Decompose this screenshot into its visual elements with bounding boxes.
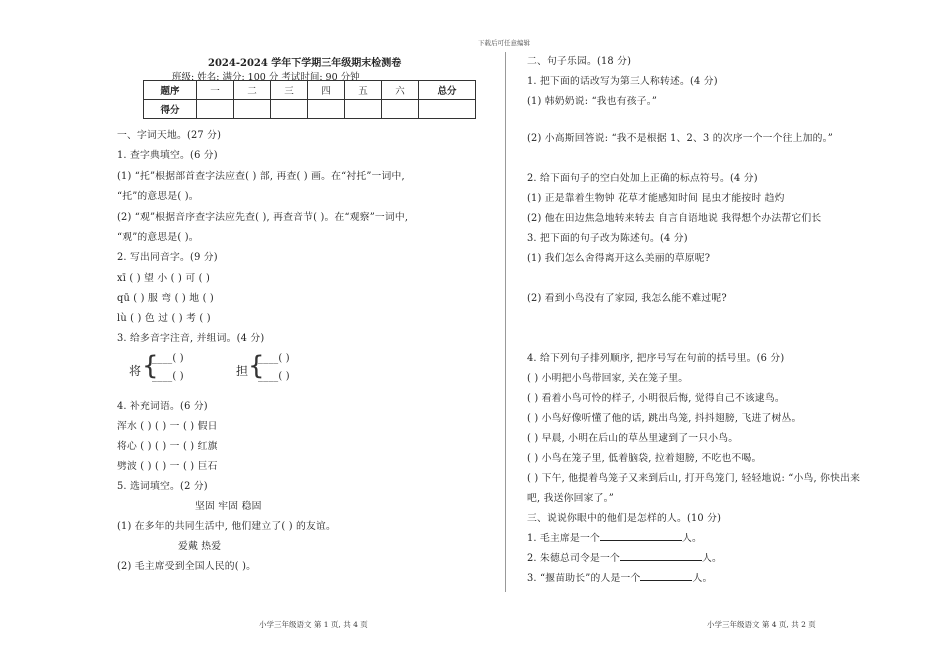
polyphone-blank[interactable]: ____( ): [152, 353, 184, 364]
score-cell: 六: [382, 81, 419, 100]
order-item: ( ) 小明把小鸟带回家, 关在笼子里。: [527, 373, 689, 384]
score-cell: 三: [271, 81, 308, 100]
order-item: ( ) 下午, 他提着鸟笼子又来到后山, 打开鸟笼门, 轻轻地说: “小鸟, 你快出来: [527, 473, 861, 484]
question-1-line: (1) “托”根据部首查字法应查( ) 部, 再查( ) 画。在“衬托”一词中,: [117, 171, 405, 182]
question-1-line: (2) “观”根据音序查字法应先查( ), 再查音节( )。在“观察”一词中,: [117, 212, 409, 223]
question-4: 4. 补充词语。(6 分): [117, 401, 208, 412]
question-r2: 2. 给下面句子的空白处加上正确的标点符号。(4 分): [527, 173, 758, 184]
score-input[interactable]: [197, 100, 234, 119]
order-item: ( ) 早晨, 小明在后山的草丛里逮到了一只小鸟。: [527, 433, 739, 444]
header-note: 下载后可任意编辑: [478, 39, 530, 47]
question-4-line: 浑水 ( ) ( ) 一 ( ) 假日: [117, 421, 218, 432]
info-line: 班级: 姓名: 满分: 100 分 考试时间: 90 分钟: [172, 72, 360, 83]
question-r1-line: (1) 韩奶奶说: “我也有孩子。”: [527, 96, 658, 107]
question-r2-line: (1) 正是靠着生物钟 花草才能感知时间 昆虫才能按时 趋灼: [527, 193, 785, 204]
question-r1: 1. 把下面的话改写为第三人称转述。(4 分): [527, 76, 718, 87]
character-question-3: [527, 570, 712, 584]
question-r2-line: (2) 他在田边焦急地转来转去 自言自语地说 我得想个办法帮它们长: [527, 213, 822, 224]
polyphone-blank[interactable]: ____( ): [258, 371, 290, 382]
score-input[interactable]: [234, 100, 271, 119]
score-cell: 五: [345, 81, 382, 100]
word-choices-2: 爱戴 热爱: [178, 541, 222, 552]
question-5-line: (2) 毛主席受到全国人民的( )。: [117, 561, 257, 572]
score-cell: 二: [234, 81, 271, 100]
section-2-heading: 二、句子乐园。(18 分): [527, 56, 632, 67]
question-2-line: qū ( ) 服 弯 ( ) 地 ( ): [117, 293, 214, 304]
question-r1-line: (2) 小高斯回答说: “我不是根据 1、2、3 的次序一个一个往上加的。”: [527, 133, 833, 144]
character-question-suffix: 人。: [692, 573, 713, 584]
exam-title: 2024-2024 学年下学期三年级期末检测卷: [208, 58, 402, 69]
polyphone-char-2: 担: [236, 364, 249, 378]
column-divider: [505, 52, 506, 592]
score-input[interactable]: [345, 100, 382, 119]
question-1-line: “托”的意思是( )。: [117, 191, 199, 202]
question-2-line: lù ( ) 色 过 ( ) 考 ( ): [117, 313, 211, 324]
polyphone-blank[interactable]: ____( ): [258, 353, 290, 364]
polyphone-char-1: 将: [129, 364, 142, 378]
character-question-label: 2. 朱德总司令是一个: [527, 553, 621, 564]
score-table: [143, 80, 476, 119]
question-r3-line: (2) 看到小鸟没有了家园, 我怎么能不难过呢?: [527, 293, 727, 304]
word-choices-1: 坚固 牢固 稳固: [195, 501, 262, 512]
character-question-2: [527, 550, 722, 564]
answer-blank[interactable]: [640, 571, 692, 581]
brace-icon: {: [142, 351, 159, 381]
question-5-line: (1) 在多年的共同生活中, 他们建立了( ) 的友谊。: [117, 521, 337, 532]
question-4-line: 将心 ( ) ( ) 一 ( ) 红旗: [117, 441, 218, 452]
question-1-line: “观”的意思是( )。: [117, 232, 199, 243]
question-1: 1. 查字典填空。(6 分): [117, 150, 218, 161]
footer-left: 小学三年级语文 第 1 页, 共 4 页: [259, 620, 368, 629]
score-cell: 一: [197, 81, 234, 100]
question-2: 2. 写出同音字。(9 分): [117, 252, 218, 263]
score-input[interactable]: [308, 100, 345, 119]
score-value-row: [144, 100, 476, 119]
score-cell: 四: [308, 81, 345, 100]
section-3-heading: 三、说说你眼中的他们是怎样的人。(10 分): [527, 513, 722, 524]
order-item: ( ) 小鸟好像听懂了他的话, 跳出鸟笼, 抖抖翅膀, 飞进了树丛。: [527, 413, 802, 424]
question-3: 3. 给多音字注音, 并组词。(4 分): [117, 333, 265, 344]
score-input[interactable]: [382, 100, 419, 119]
order-item: ( ) 小鸟在笼子里, 低着脑袋, 拉着翅膀, 不吃也不喝。: [527, 453, 762, 464]
brace-icon: {: [248, 351, 265, 381]
score-label: 得分: [144, 100, 197, 119]
question-r4: 4. 给下列句子排列顺序, 把序号写在句前的括号里。(6 分): [527, 353, 785, 364]
order-item: ( ) 看着小鸟可怜的样子, 小明很后悔, 觉得自己不该逮鸟。: [527, 393, 785, 404]
question-4-line: 劈波 ( ) ( ) 一 ( ) 巨石: [117, 461, 218, 472]
score-header-row: [144, 81, 476, 100]
character-question-label: 3. “揠苗助长”的人是一个: [527, 573, 641, 584]
order-item-continued: 吧, 我送你回家了。”: [527, 493, 614, 504]
answer-blank[interactable]: [620, 551, 702, 561]
section-1-heading: 一、字词天地。(27 分): [117, 130, 222, 141]
character-question-label: 1. 毛主席是一个: [527, 533, 601, 544]
score-cell: 总分: [419, 81, 476, 100]
question-5: 5. 选词填空。(2 分): [117, 481, 208, 492]
question-r3-line: (1) 我们怎么舍得离开这么美丽的草原呢?: [527, 253, 711, 264]
score-input[interactable]: [419, 100, 476, 119]
question-r3: 3. 把下面的句子改为陈述句。(4 分): [527, 233, 688, 244]
question-2-line: xī ( ) 望 小 ( ) 可 ( ): [117, 273, 211, 284]
score-input[interactable]: [271, 100, 308, 119]
character-question-suffix: 人。: [702, 553, 723, 564]
footer-right: 小学三年级语文 第 4 页, 共 2 页: [707, 620, 816, 629]
character-question-suffix: 人。: [682, 533, 703, 544]
score-cell: 题序: [144, 81, 197, 100]
polyphone-blank[interactable]: ____( ): [152, 371, 184, 382]
answer-blank[interactable]: [600, 531, 682, 541]
character-question-1: [527, 530, 702, 544]
